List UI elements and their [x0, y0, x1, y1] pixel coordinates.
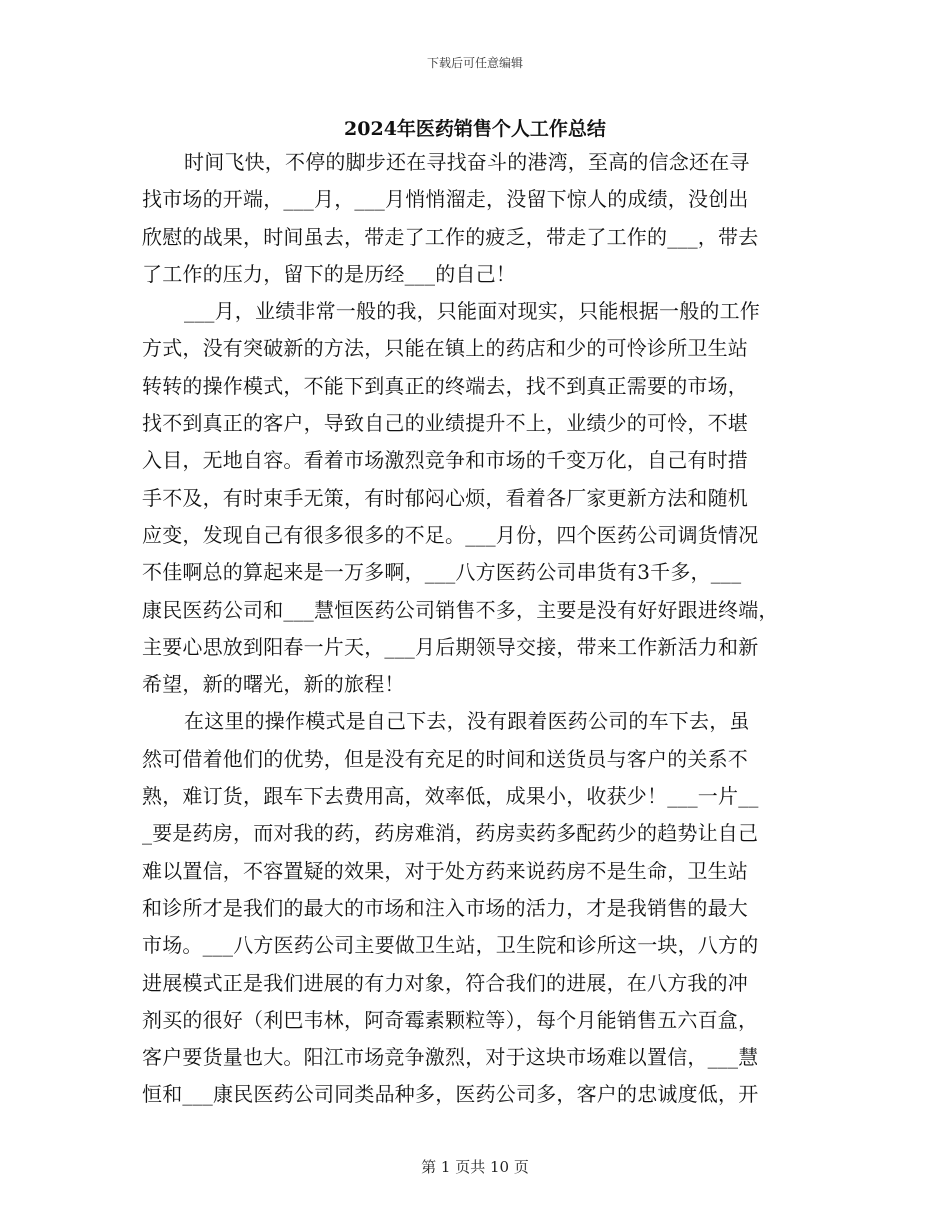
paragraph-line: 进展模式正是我们进展的有力对象，符合我们的进展，在八方我的冲 — [142, 970, 748, 995]
paragraph-line: 熟，难订货，跟车下去费用高，效率低，成果小，收获少！___一片__ — [142, 784, 759, 809]
paragraph-line: 康民医药公司和___慧恒医药公司销售不多，主要是没有好好跟进终端， — [142, 597, 779, 622]
paragraph-line: 恒和___康民医药公司同类品种多，医药公司多，客户的忠诚度低，开 — [142, 1082, 759, 1107]
paragraph-line: 欣慰的战果，时间虽去，带走了工作的疲乏，带走了工作的___，带去 — [142, 224, 759, 249]
paragraph-line: 客户要货量也大。阳江市场竞争激烈，对于这块市场难以置信，___慧 — [142, 1045, 759, 1070]
paragraph-line: ___月，业绩非常一般的我，只能面对现实，只能根据一般的工作 — [184, 299, 760, 324]
paragraph-line: 难以置信，不容置疑的效果，对于处方药来说药房不是生命，卫生站 — [142, 858, 748, 883]
paragraph-line: 和诊所才是我们的最大的市场和注入市场的活力，才是我销售的最大 — [142, 895, 748, 920]
page-number-footer: 第 1 页共 10 页 — [421, 1158, 529, 1176]
document-body — [142, 144, 814, 1114]
paragraph-line: 手不及，有时束手无策，有时郁闷心烦，看着各厂家更新方法和随机 — [142, 485, 748, 510]
paragraph-line: 时间飞快，不停的脚步还在寻找奋斗的港湾，至高的信念还在寻 — [184, 150, 750, 174]
paragraph-line: 方式，没有突破新的方法，只能在镇上的药店和少的可怜诊所卫生站 — [142, 336, 748, 361]
paragraph-line: 主要心思放到阳春一片天，___月后期领导交接，带来工作新活力和新 — [142, 634, 759, 659]
paragraph-line: 在这里的操作模式是自己下去，没有跟着医药公司的车下去，虽 — [184, 709, 750, 734]
paragraph-line: 然可借着他们的优势，但是没有充足的时间和送货员与客户的关系不 — [142, 746, 748, 771]
paragraph-line: 应变，发现自己有很多很多的不足。___月份，四个医药公司调货情况 — [142, 522, 759, 547]
paragraph-line: 了工作的压力，留下的是历经___的自己！ — [142, 261, 516, 286]
paragraph-line: 入目，无地自容。看着市场激烈竞争和市场的千变万化，自己有时措 — [142, 448, 748, 473]
document-title: 2024年医药销售个人工作总结 — [344, 118, 606, 140]
paragraph-line: 市场。___八方医药公司主要做卫生站，卫生院和诊所这一块，八方的 — [142, 933, 759, 958]
paragraph-line: 剂买的很好（利巴韦林，阿奇霉素颗粒等），每个月能销售五六百盒， — [142, 1007, 759, 1032]
paragraph-line: _要是药房，而对我的药，药房难消，药房卖药多配药少的趋势让自己 — [142, 821, 759, 846]
paragraph-line: 找市场的开端，___月，___月悄悄溜走，没留下惊人的成绩，没创出 — [142, 187, 749, 212]
paragraph-line: 转转的操作模式，不能下到真正的终端去，找不到真正需要的市场， — [142, 373, 748, 398]
paragraph-line: 不佳啊总的算起来是一万多啊，___八方医药公司串货有3千多，___ — [142, 560, 742, 585]
paragraph-line: 找不到真正的客户，导致自己的业绩提升不上，业绩少的可怜，不堪 — [142, 411, 748, 436]
paragraph-line: 希望，新的曙光，新的旅程！ — [142, 672, 405, 697]
header-note: 下载后可任意编辑 — [426, 56, 523, 70]
